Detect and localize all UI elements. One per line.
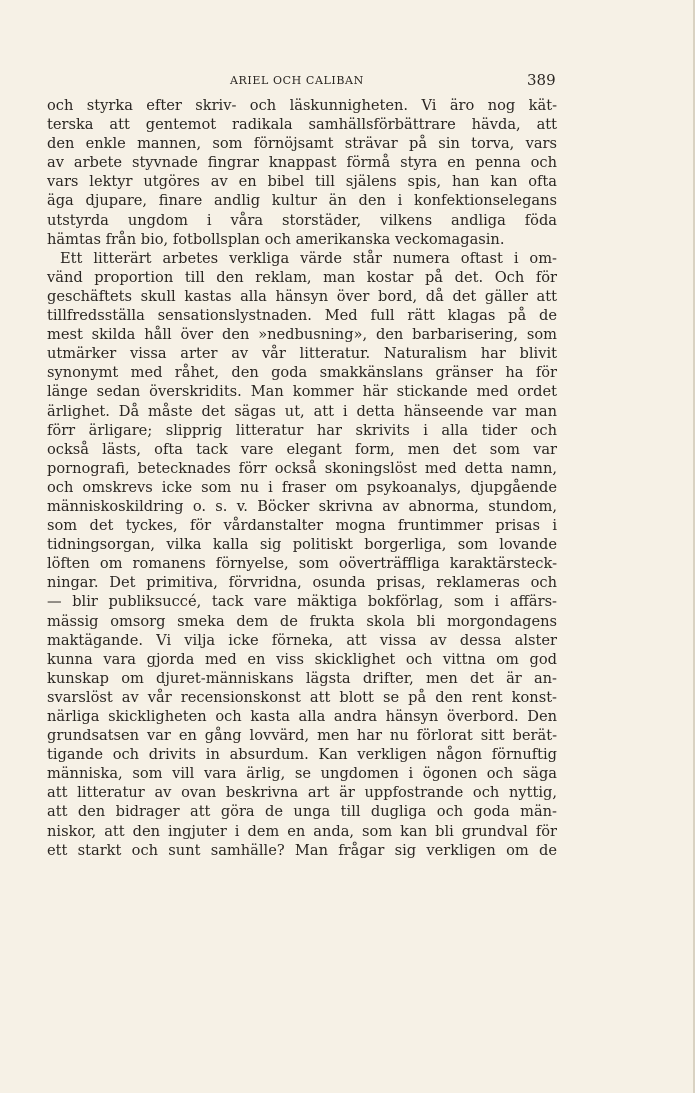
text-line: hämtas från bio, fotbollsplan och amerikanska veckomagasin.: [47, 230, 505, 248]
text-line: maktägande. Vi vilja icke förneka, att vissa av dessa alster: [47, 631, 557, 649]
text-line: människa, som vill vara ärlig, se ungdomen i ögonen och säga: [47, 765, 557, 783]
text-line: länge sedan överskridits. Man kommer här stickande med ordet: [47, 383, 557, 401]
text-line: ärlighet. Då måste det sägas ut, att i detta hänseende var man: [47, 402, 557, 420]
text-line: äga djupare, finare andlig kultur än den i konfektionselegans: [47, 192, 557, 210]
text-line: utstyrda ungdom i våra storstäder, vilkens andliga föda: [47, 211, 557, 229]
text-line: också lästs, ofta tack vare elegant form, men det som var: [47, 440, 557, 458]
text-line: närliga skickligheten och kasta alla andra hänsyn överbord. Den: [47, 708, 557, 725]
text-line: utmärker vissa arter av vår litteratur. Naturalism har blivit: [47, 345, 557, 363]
text-line: — blir publiksuccé, tack vare mäktiga bokförlag, som i affärs-: [47, 593, 557, 611]
running-head: [0, 71, 695, 94]
text-line: tigande och drivits in absurdum. Kan verkligen någon förnuftig: [47, 746, 557, 764]
text-line: människoskildring o. s. v. Böcker skrivna av abnorma, stundom,: [47, 497, 557, 515]
text-line: av arbete styvnade fingrar knappast förmå styra en penna och: [47, 154, 557, 172]
text-line: tidningsorgan, vilka kalla sig politiskt borgerliga, som lovande: [47, 536, 557, 554]
body-text: [47, 96, 557, 860]
text-line: synonymt med råhet, den goda smakkänslans gränser ha för: [47, 364, 557, 382]
text-line: som det tyckes, för vårdanstalter mogna fruntimmer prisas i: [47, 517, 557, 535]
text-line: ett starkt och sunt samhälle? Man frågar sig verkligen om de: [47, 841, 557, 859]
text-line: att litteratur av ovan beskrivna art är uppfostrande och nyttig,: [47, 784, 557, 802]
running-title: ARIEL OCH CALIBAN: [230, 74, 364, 87]
text-line: mässig omsorg smeka dem de frukta skola bli morgondagens: [47, 612, 557, 630]
text-line: vänd proportion till den reklam, man kostar på det. Och för: [47, 268, 557, 286]
text-line: svarslöst av vår recensionskonst att blott se på den rent konst-: [47, 688, 557, 706]
text-line: tillfredsställa sensationslystnaden. Med full rätt klagas på de: [47, 307, 557, 325]
text-line: kunskap om djuret-människans lägsta drifter, men det är an-: [47, 669, 557, 687]
text-line: grundsatsen var en gång lovvärd, men har nu förlorat sitt berät-: [47, 727, 557, 745]
text-line: att den bidrager att göra de unga till dugliga och goda män-: [47, 803, 557, 821]
text-line: och omskrevs icke som nu i fraser om psykoanalys, djupgående: [47, 478, 557, 496]
text-line: geschäftets skull kastas alla hänsyn över bord, då det gäller att: [47, 287, 557, 305]
text-line: löften om romanens förnyelse, som oöverträffliga karaktärsteck-: [47, 555, 557, 573]
text-line: kunna vara gjorda med en viss skicklighet och vittna om god: [47, 650, 557, 668]
text-line: och styrka efter skriv- och läskunnigheten. Vi äro nog kät-: [47, 97, 557, 114]
text-line: vars lektyr utgöres av en bibel till själens spis, han kan ofta: [47, 173, 557, 191]
text-line: förr ärligare; slipprig litteratur har skrivits i alla tider och: [47, 421, 557, 439]
text-line: mest skilda håll över den »nedbusning», den barbarisering, som: [47, 326, 557, 344]
text-line: den enkle mannen, som förnöjsamt strävar på sin torva, vars: [47, 135, 557, 153]
page-number: 389: [527, 71, 556, 89]
text-line: Ett litterärt arbetes verkliga värde står numera oftast i om-: [60, 249, 557, 267]
text-line: terska att gentemot radikala samhällsförbättrare hävda, att: [47, 116, 557, 134]
text-line: niskor, att den ingjuter i dem en anda, som kan bli grundval för: [47, 822, 557, 840]
text-line: ningar. Det primitiva, förvridna, osunda prisas, reklameras och: [47, 574, 557, 592]
text-line: pornografi, betecknades förr också skoningslöst med detta namn,: [47, 459, 557, 477]
